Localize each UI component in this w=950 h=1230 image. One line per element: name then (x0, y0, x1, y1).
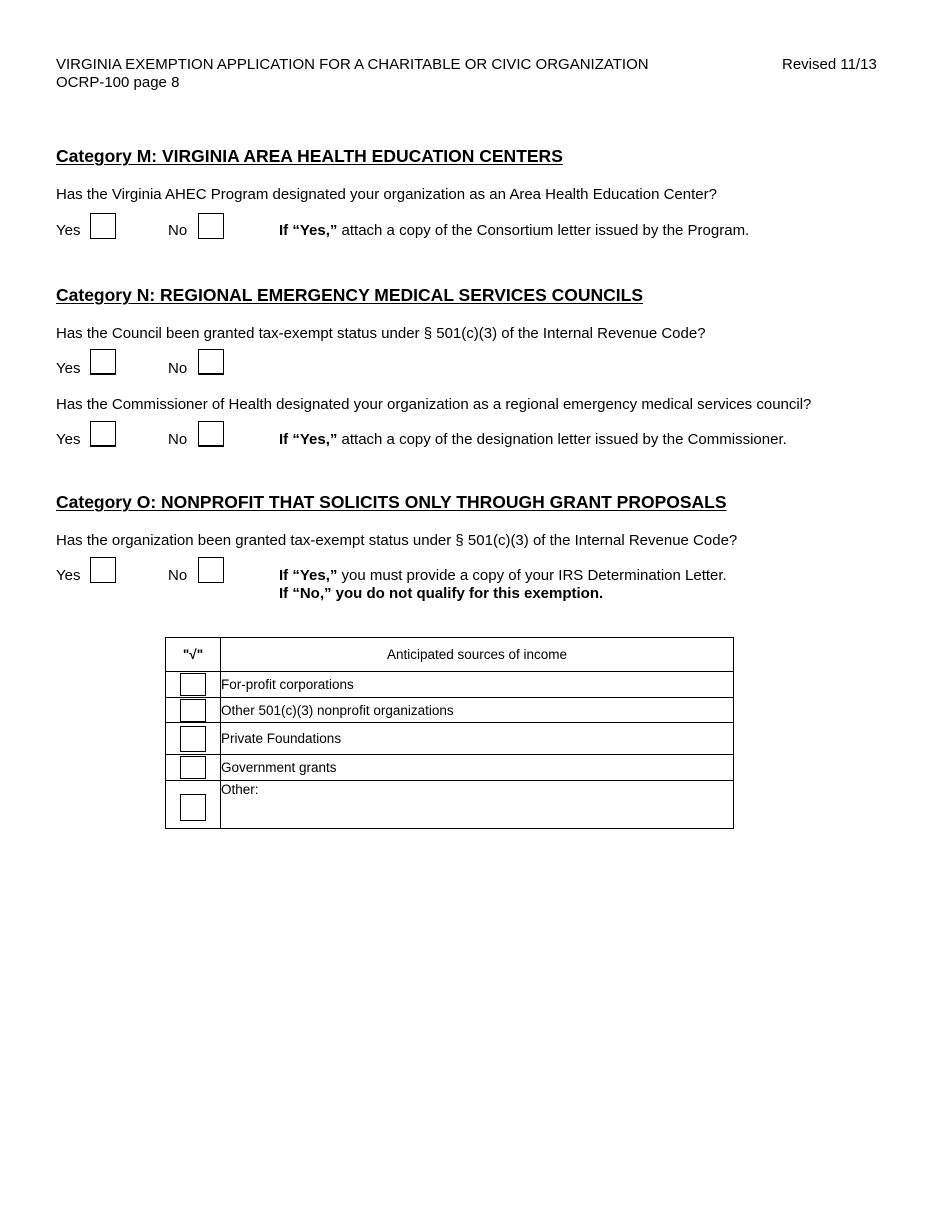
category-o-no-label: No (168, 567, 188, 584)
category-m-yes-checkbox[interactable] (90, 213, 116, 239)
category-o-note (279, 567, 727, 584)
income-source-label: Private Foundations (221, 723, 734, 755)
table-row (166, 698, 734, 723)
income-source-label: For-profit corporations (221, 672, 734, 698)
table-header-row (166, 638, 734, 672)
income-checkbox-other[interactable] (180, 794, 206, 821)
category-n-note-bold: If “Yes,” (279, 431, 338, 448)
revision-date: Revised 11/13 (782, 56, 877, 73)
income-column-header: Anticipated sources of income (221, 638, 734, 672)
income-checkbox-government-grants[interactable] (180, 756, 206, 779)
income-checkbox-for-profit[interactable] (180, 673, 206, 696)
income-checkbox-private-foundations[interactable] (180, 726, 206, 752)
table-row (166, 781, 734, 829)
form-page-number: OCRP-100 page 8 (56, 74, 180, 91)
category-n-q2-yes-label: Yes (56, 431, 81, 448)
category-n-note-text: attach a copy of the designation letter issued by the Commissioner. (337, 431, 787, 448)
category-m-no-label: No (168, 222, 188, 239)
category-o-heading: Category O: NONPROFIT THAT SOLICITS ONLY THROUGH GRANT PROPOSALS (56, 492, 727, 512)
income-checkbox-nonprofit[interactable] (180, 699, 206, 722)
category-n-q1-yes-label: Yes (56, 360, 81, 377)
form-title: VIRGINIA EXEMPTION APPLICATION FOR A CHARITABLE OR CIVIC ORGANIZATION (56, 56, 649, 73)
category-n-q1-yes-checkbox[interactable] (90, 349, 116, 375)
table-row (166, 672, 734, 698)
category-o-no-checkbox[interactable] (198, 557, 224, 583)
category-n-q2-no-label: No (168, 431, 188, 448)
category-m-no-checkbox[interactable] (198, 213, 224, 239)
check-mark-header: "√" (182, 647, 204, 662)
category-m-heading: Category M: VIRGINIA AREA HEALTH EDUCATION CENTERS (56, 146, 563, 166)
category-o-disqualify-note: If “No,” you do not qualify for this exemption. (279, 585, 604, 602)
income-sources-table (165, 637, 734, 829)
category-n-heading: Category N: REGIONAL EMERGENCY MEDICAL SERVICES COUNCILS (56, 285, 643, 305)
category-o-yes-label: Yes (56, 567, 81, 584)
category-o-note-text: you must provide a copy of your IRS Determination Letter. (337, 567, 727, 584)
category-m-note-bold: If “Yes,” (279, 222, 338, 239)
category-m-note-text: attach a copy of the Consortium letter issued by the Program. (337, 222, 750, 239)
table-row (166, 755, 734, 781)
category-o-note-bold: If “Yes,” (279, 567, 338, 584)
category-n-question-2: Has the Commissioner of Health designated your organization as a regional emergency medical services council? (56, 396, 812, 413)
category-n-q2-no-checkbox[interactable] (198, 421, 224, 447)
category-m-yes-label: Yes (56, 222, 81, 239)
category-n-question-1: Has the Council been granted tax-exempt status under § 501(c)(3) of the Internal Revenue Code? (56, 325, 706, 342)
income-source-label: Government grants (221, 755, 734, 781)
income-source-label: Other: (221, 782, 259, 797)
income-source-other-field[interactable] (221, 781, 734, 829)
category-n-q1-no-checkbox[interactable] (198, 349, 224, 375)
category-o-yes-checkbox[interactable] (90, 557, 116, 583)
check-column-header (166, 638, 221, 672)
category-n-q1-no-label: No (168, 360, 188, 377)
category-o-question: Has the organization been granted tax-exempt status under § 501(c)(3) of the Internal Revenue Code? (56, 532, 738, 549)
category-m-note (279, 222, 749, 239)
category-n-note (279, 431, 787, 448)
category-m-question: Has the Virginia AHEC Program designated your organization as an Area Health Education Center? (56, 186, 717, 203)
income-source-label: Other 501(c)(3) nonprofit organizations (221, 698, 734, 723)
table-row (166, 723, 734, 755)
category-n-q2-yes-checkbox[interactable] (90, 421, 116, 447)
